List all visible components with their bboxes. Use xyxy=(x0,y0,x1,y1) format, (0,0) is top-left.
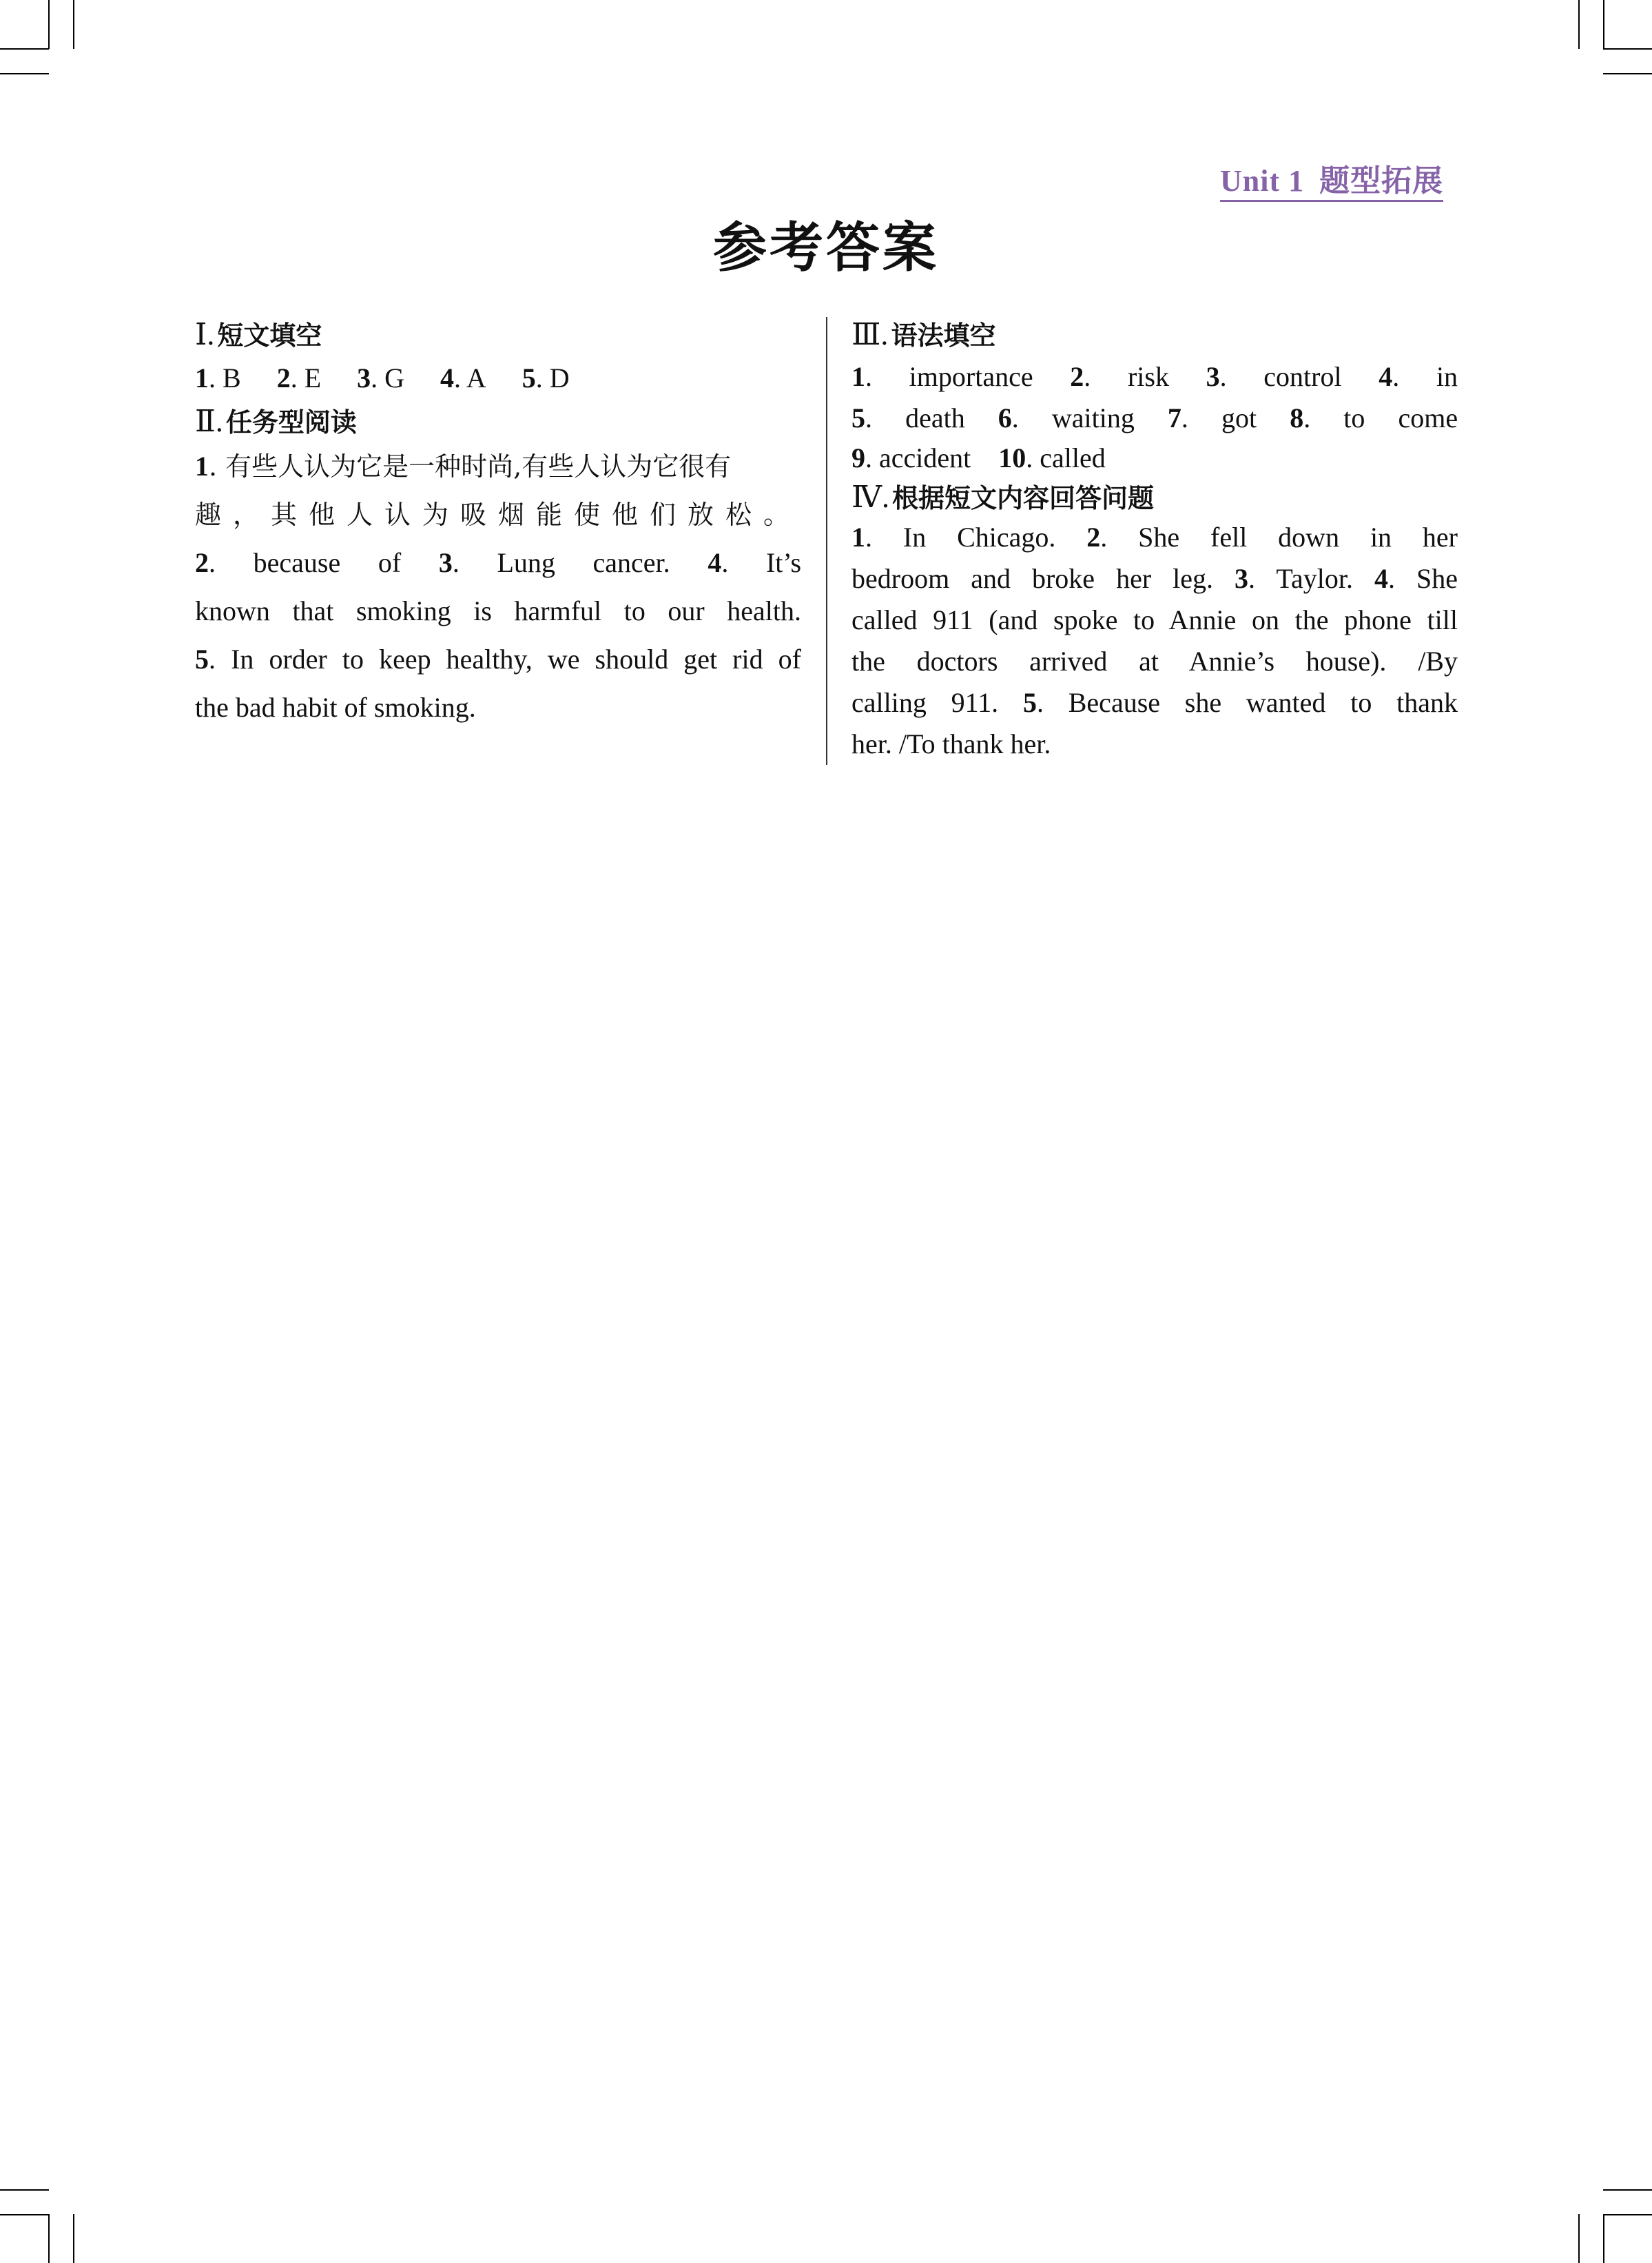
crop-mark xyxy=(73,2214,74,2263)
left-column xyxy=(195,314,801,732)
crop-mark xyxy=(1603,0,1604,49)
unit-section-label: 题型拓展 xyxy=(1319,164,1444,198)
answer-text: called 911 (and spoke to Annie on the phone till xyxy=(851,604,1458,635)
answer-item: 5. D xyxy=(522,362,570,393)
column-divider xyxy=(826,317,827,765)
answer-text: the doctors arrived at Annie’s house). /By xyxy=(851,646,1458,677)
answer-text: known that smoking is harmful to our health. xyxy=(195,595,801,626)
crop-mark xyxy=(0,2214,49,2215)
section-heading-1 xyxy=(195,314,801,356)
answer-row xyxy=(195,356,801,401)
answer-item: 1. B xyxy=(195,362,241,393)
answer-row: 1. importance 2. risk 3. control 4. in xyxy=(851,361,1458,392)
page-title: 参考答案 xyxy=(712,217,939,279)
section-numeral: Ⅳ. xyxy=(851,480,889,514)
section-heading-4 xyxy=(851,478,1458,517)
crop-mark xyxy=(0,73,49,74)
crop-mark xyxy=(0,2189,49,2191)
section-numeral: Ⅰ. xyxy=(195,318,215,351)
section-numeral: Ⅱ. xyxy=(195,405,223,438)
section-title: 任务型阅读 xyxy=(225,407,357,438)
crop-mark xyxy=(1603,48,1652,50)
crop-mark xyxy=(1603,2214,1652,2215)
crop-mark xyxy=(48,2214,50,2263)
section-numeral: Ⅲ. xyxy=(851,318,889,351)
section-heading-3 xyxy=(851,314,1458,356)
right-column xyxy=(851,314,1458,765)
crop-mark xyxy=(1603,2189,1652,2191)
crop-mark xyxy=(48,0,50,49)
unit-header xyxy=(1220,164,1443,202)
crop-mark xyxy=(1578,2214,1580,2263)
unit-label: Unit 1 xyxy=(1220,164,1305,198)
answer-text: 5. In order to keep healthy, we should get rid of xyxy=(195,644,801,675)
answer-text: 1. In Chicago. 2. She fell down in her xyxy=(851,522,1458,553)
answer-text: bedroom and broke her leg. 3. Taylor. 4. She xyxy=(851,563,1458,594)
answer-text: 2. because of 3. Lung cancer. 4. It’s xyxy=(195,547,802,578)
section-title: 根据短文内容回答问题 xyxy=(891,483,1154,513)
answer-text: her. /To thank her. xyxy=(851,728,1051,759)
section-title: 语法填空 xyxy=(891,320,996,351)
answer-text: calling 911. 5. Because she wanted to thank xyxy=(851,687,1458,718)
answer-item: 2. E xyxy=(276,362,322,393)
crop-mark xyxy=(0,48,49,50)
answer-text: the bad habit of smoking. xyxy=(195,692,476,723)
crop-mark xyxy=(1603,73,1652,74)
crop-mark xyxy=(73,0,74,49)
answer-text: 1. 有些人认为它是一种时尚,有些人认为它很有 xyxy=(195,451,732,482)
answer-text: 趣，其他人认为吸烟能使他们放松。 xyxy=(195,500,802,530)
section-title: 短文填空 xyxy=(217,320,322,351)
answer-row: 5. death 6. waiting 7. got 8. to come xyxy=(851,402,1458,433)
answer-row: 9. accident 10. called xyxy=(851,442,1106,473)
answer-item: 4. A xyxy=(440,362,486,393)
crop-mark xyxy=(1603,2214,1604,2263)
crop-mark xyxy=(1578,0,1580,49)
answer-item: 3. G xyxy=(357,362,405,393)
section-heading-2 xyxy=(195,401,801,442)
